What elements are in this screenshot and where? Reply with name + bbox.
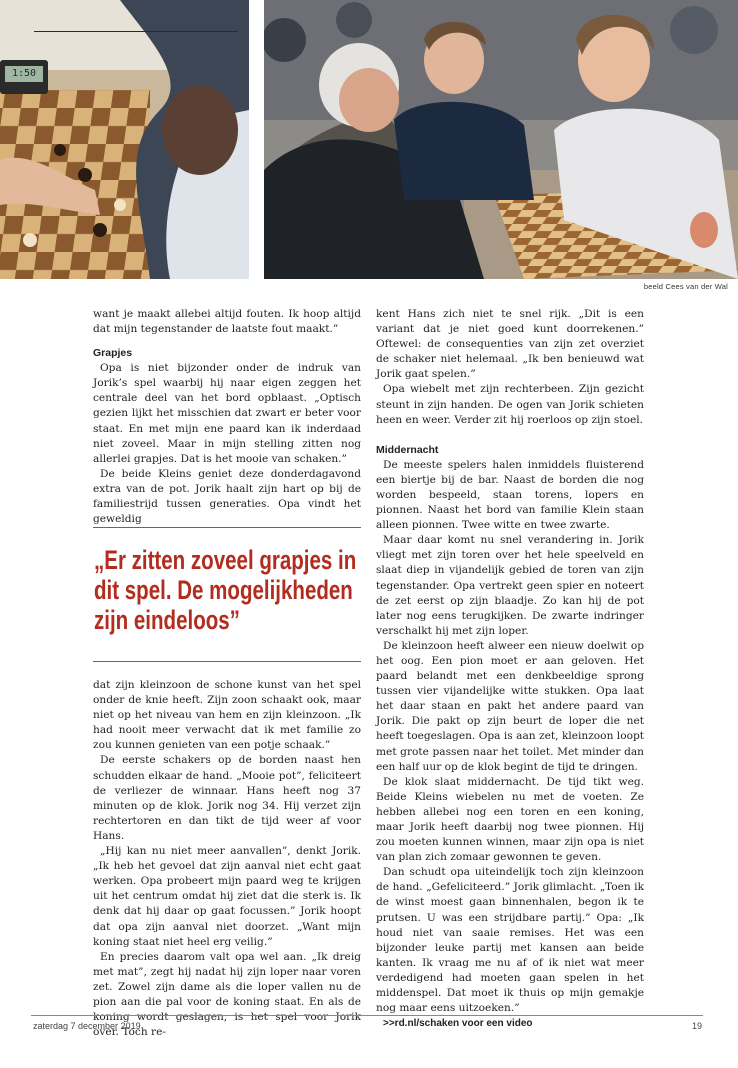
section-heading-middernacht: Middernacht xyxy=(376,443,439,456)
paragraph: De eerste schakers op de borden naast hen schudden elkaar de hand. „Mooie pot”, feliciteert de verliezer de winnaar. Hans heeft nog 37 minuten op de klok. Jorik nog 34. Hij verzet zijn rechtertoren en dan tikt de tijd weer af voor Hans. xyxy=(93,754,361,842)
photo-right xyxy=(264,0,738,279)
paragraph: En precies daarom valt opa wel aan. „Ik dreig met mat”, zegt hij nadat hij zijn loper naar voren zet. Zowel zijn dame als die loper vallen nu de pion aan die pal voor de koning staat. En als de koning wordt geslagen, is het spel voor Jorik over. Toch re- xyxy=(93,950,361,1039)
photo-credit: beeld Cees van der Wal xyxy=(643,282,728,291)
footer-rule xyxy=(31,1015,703,1016)
paragraph: De klok slaat middernacht. De tijd tikt weg. Beide Kleins wiebelen nu met de voeten. Ze hebben allebei nog een toren en een koning, maar Jorik heeft daarbij nog twee pionnen. Hij zou moeten kunnen winnen, maar zijn opa is niet van plan zich zomaar gewonnen te geven. xyxy=(376,775,644,864)
paragraph: kent Hans zich niet te snel rijk. „Dit is een variant dat je niet goed kunt doorrekenen.” Oftewel: de consequenties van zijn zet overziet de schaker niet helemaal. „Ik ben benieuwd wat Jorik gaat spelen.” xyxy=(376,308,644,381)
clock-display: 1:50 xyxy=(11,68,37,79)
photo-left xyxy=(0,0,249,279)
pull-quote-text xyxy=(94,545,357,635)
paragraph: Maar daar komt nu snel verandering in. Jorik vliegt met zijn toren over het hele speelveld en slaat diep in vijandelijk gebied de toren van zijn tegenstander. Opa vertrekt geen spier en noteert de zet eerst op zijn blaadje. Zo kan hij de pot later nog eens terugkijken. De zwarte indringer verschalkt hij met zijn loper. xyxy=(376,534,644,637)
paragraph: Opa wiebelt met zijn rechterbeen. Zijn gezicht steunt in zijn handen. De ogen van Jorik schieten heen en weer. Verder zit hij roerloos op zijn stoel. xyxy=(376,383,644,426)
pull-quote xyxy=(93,527,361,662)
column-left-bottom xyxy=(93,678,361,1040)
footer-date: zaterdag 7 december 2019 xyxy=(33,1021,141,1031)
paragraph: De kleinzoon heeft alweer een nieuw doelwit op het oog. Een pion moet er aan geloven. Het paard belandt met een denkbeeldige sprong tussen vier vijandelijke witte stukken. Opa laat het daar staan en pakt het andere paard van Jorik. Die pakt op zijn beurt de loper die net heeft toegeslagen. Opa is aan zet, kleinzoon loopt met grote passen naar het toilet. Met minder dan een half uur op de klok begint de tijd te dringen. xyxy=(376,639,644,773)
paragraph: Opa is niet bijzonder onder de indruk van Jorik’s spel waarbij hij naar eigen zeggen het centrale deel van het bord opblaast. „Optisch gezien lijkt het misschien dat zwart er beter voor staat. En met mijn ene paard kan ik inderdaad niet zoveel. Maar in mijn stelling zitten nog allerlei grapjes. Dat is het mooie van schaken.” xyxy=(93,362,361,465)
page-number: 19 xyxy=(691,1021,702,1031)
paragraph: De meeste spelers halen inmiddels fluisterend een biertje bij de bar. Naast de borden die nog worden bespeeld, staan torens, lopers en pionnen. Naast het bord van familie Klein staan alleen pionnen. Twee witte en twee zwarte. xyxy=(376,458,644,532)
photo-rule xyxy=(34,31,238,32)
paragraph: want je maakt allebei altijd fouten. Ik hoop altijd dat mijn tegenstander de laatste fout maakt.” xyxy=(93,308,361,336)
column-left-top xyxy=(93,307,361,527)
paragraph: dat zijn kleinzoon de schone kunst van het spel onder de knie heeft. Zijn zoon schaakt ook, maar niet op het niveau van hem en zijn kleinzoon. „Ik had nooit meer verwacht dat ik met familie zo zou kunnen genieten van een potje schaak.” xyxy=(93,679,361,752)
section-heading-grapjes: Grapjes xyxy=(93,347,133,360)
paragraph: „Hij kan nu niet meer aanvallen”, denkt Jorik. „Ik heb het gevoel dat zijn aanval niet echt gaat werken. Opa probeert mijn paard weg te krijgen uit het centrum omdat hij ziet dat die sterk is. Ik denk dat hij daar op gaat focussen.” Jorik hoopt dat opa zijn aanval niet doorzet. „Want mijn koning staat niet heel erg veilig.” xyxy=(93,845,361,948)
paragraph: De beide Kleins geniet deze donderdagavond extra van de pot. Jorik haalt zijn hart op bij de familiestrijd tussen generaties. Opa vindt het geweldig xyxy=(93,467,361,526)
pull-quote-line: „Er zitten zoveel grapjes in dit spel. De mogelijkheden zijn eindeloos” xyxy=(94,545,357,635)
video-link[interactable]: >>rd.nl/schaken voor een video xyxy=(383,1018,533,1030)
column-right xyxy=(376,307,644,1031)
paragraph: Dan schudt opa uiteindelijk toch zijn kleinzoon de hand. „Gefeliciteerd.” Jorik glimlacht. „Toen ik de winst moest gaan binnenhalen, begon ik te prutsen. U was een strijdbare partij.” Opa: „Ik houd niet van saaie remises. Het was een bijzonder leuke partij met kansen aan beide kanten. Ik vraag me nu af of ik niet wat meer verdedigend had moeten gaan spelen in het middenspel. Dat moet ik thuis op mijn gemakje nog maar eens uitzoeken.” xyxy=(376,866,644,1015)
